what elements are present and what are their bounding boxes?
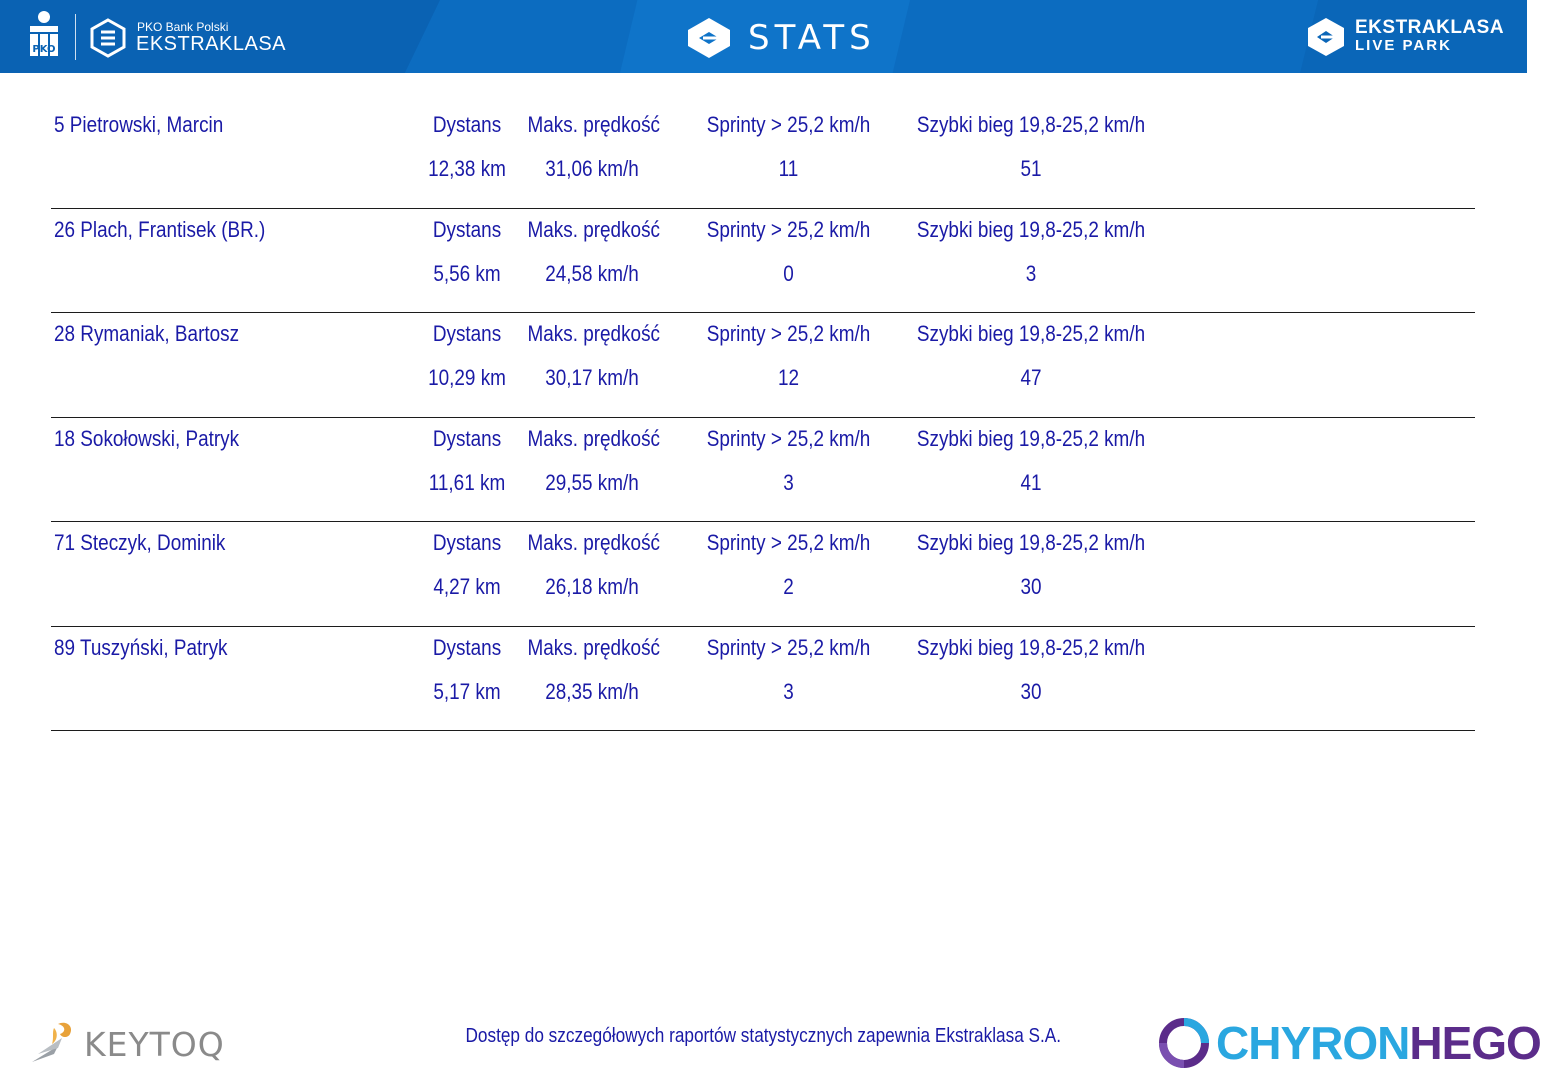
player-row	[51, 209, 1475, 314]
max-speed-value: 29,55 km/h	[545, 469, 639, 495]
distance-label: Dystans	[432, 112, 502, 137]
brand-small-text: PKO Bank Polski	[137, 20, 229, 34]
fast-run-label: Szybki bieg 19,8-25,2 km/h	[916, 530, 1146, 555]
distance-value: 4,27 km	[433, 574, 501, 599]
max-speed-value: 30,17 km/h	[545, 365, 639, 390]
distance-label: Dystans	[432, 530, 502, 555]
fast-run-value: 30	[1020, 574, 1042, 599]
sprints-value: 3	[783, 469, 794, 495]
brand-big-text: EKSTRAKLASA	[136, 33, 287, 55]
svg-text:PKO: PKO	[32, 44, 56, 55]
fast-run-label: Szybki bieg 19,8-25,2 km/h	[916, 634, 1146, 660]
ekstraklasa-ball-icon	[88, 18, 128, 58]
fast-run-label: Szybki bieg 19,8-25,2 km/h	[916, 216, 1146, 242]
player-stats-table	[0, 104, 1527, 731]
keytoq-logo-text: KEYTOQ	[84, 1025, 225, 1064]
distance-value: 10,29 km	[428, 365, 506, 390]
player-name: 5 Pietrowski, Marcin	[54, 112, 224, 137]
sprints-value: 3	[783, 678, 794, 704]
max-speed-value: 26,18 km/h	[545, 574, 639, 599]
max-speed-value: 28,35 km/h	[545, 678, 639, 704]
sprints-label: Sprinty > 25,2 km/h	[706, 112, 871, 137]
max-speed-label: Maks. prędkość	[527, 530, 660, 555]
fast-run-label: Szybki bieg 19,8-25,2 km/h	[916, 425, 1146, 451]
player-row	[51, 313, 1475, 418]
player-row	[51, 627, 1475, 732]
fast-run-value: 3	[1025, 260, 1037, 286]
distance-label: Dystans	[432, 321, 502, 346]
max-speed-label: Maks. prędkość	[527, 112, 660, 137]
max-speed-label: Maks. prędkość	[527, 425, 660, 451]
hego-text-part: HEGO	[1409, 1017, 1541, 1069]
stats-e-icon	[685, 16, 733, 60]
player-name: 18 Sokołowski, Patryk	[54, 425, 240, 451]
live-park-subtitle: LIVE PARK	[1355, 37, 1452, 54]
fast-run-value: 30	[1020, 678, 1042, 704]
chyronhego-logo-text	[1216, 1016, 1541, 1070]
fast-run-label: Szybki bieg 19,8-25,2 km/h	[916, 112, 1146, 137]
player-row	[51, 522, 1475, 627]
sprints-label: Sprinty > 25,2 km/h	[706, 216, 871, 242]
distance-value: 5,17 km	[433, 678, 501, 704]
footer-note-text: Dostęp do szczegółowych raportów statystycznych zapewnia Ekstraklasa S.A.	[465, 1025, 1062, 1047]
max-speed-label: Maks. prędkość	[527, 216, 660, 242]
fast-run-value: 51	[1020, 156, 1042, 181]
distance-label: Dystans	[432, 216, 502, 242]
sprints-label: Sprinty > 25,2 km/h	[706, 425, 871, 451]
sprints-value: 12	[777, 365, 800, 390]
chyronhego-logo-icon	[1158, 1017, 1210, 1069]
max-speed-value: 31,06 km/h	[545, 156, 639, 181]
chyron-text-part: CHYRON	[1216, 1017, 1410, 1069]
live-park-icon	[1306, 16, 1346, 58]
distance-value: 12,38 km	[428, 156, 506, 181]
sprints-value: 0	[783, 260, 794, 286]
sprints-value: 2	[783, 574, 794, 599]
max-speed-label: Maks. prędkość	[527, 634, 660, 660]
header-divider	[75, 14, 76, 60]
sprints-label: Sprinty > 25,2 km/h	[706, 530, 871, 555]
player-name: 89 Tuszyński, Patryk	[54, 634, 228, 660]
pko-logo-icon	[26, 10, 62, 60]
sprints-value: 11	[778, 156, 799, 181]
fast-run-value: 47	[1020, 365, 1042, 390]
player-name: 71 Steczyk, Dominik	[54, 530, 226, 555]
distance-value: 11,61 km	[428, 469, 506, 495]
player-name: 28 Rymaniak, Bartosz	[54, 321, 240, 346]
distance-label: Dystans	[432, 634, 502, 660]
header-bar	[0, 0, 1527, 73]
distance-label: Dystans	[432, 425, 502, 451]
max-speed-label: Maks. prędkość	[527, 321, 660, 346]
page-title: STATS	[748, 18, 876, 58]
live-park-title: EKSTRAKLASA	[1355, 17, 1505, 38]
player-row	[51, 104, 1475, 209]
player-row	[51, 418, 1475, 523]
max-speed-value: 24,58 km/h	[545, 260, 639, 286]
player-name: 26 Plach, Frantisek (BR.)	[54, 216, 266, 242]
fast-run-value: 41	[1020, 469, 1042, 495]
sprints-label: Sprinty > 25,2 km/h	[706, 321, 871, 346]
distance-value: 5,56 km	[433, 260, 501, 286]
fast-run-label: Szybki bieg 19,8-25,2 km/h	[916, 321, 1146, 346]
sprints-label: Sprinty > 25,2 km/h	[706, 634, 871, 660]
